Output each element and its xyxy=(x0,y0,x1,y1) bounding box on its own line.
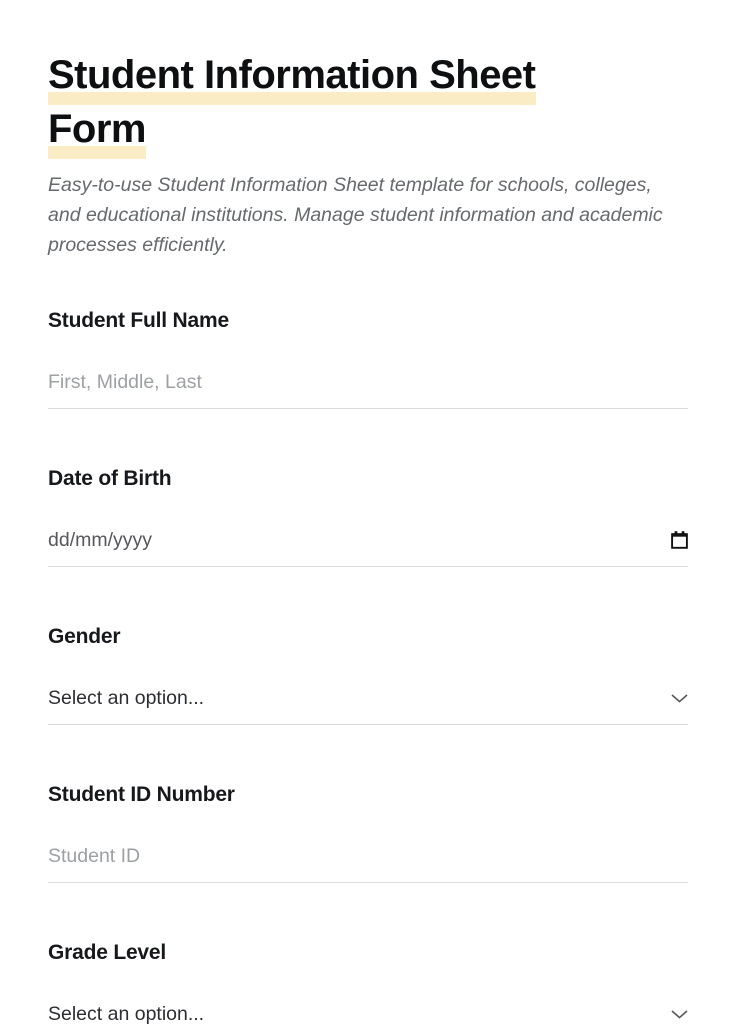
page-title-line-2: Form xyxy=(48,102,146,156)
form-fields xyxy=(48,310,688,1024)
grade-level-select[interactable] xyxy=(48,1004,688,1024)
student-full-name-label: Student Full Name xyxy=(48,309,229,332)
chevron-down-icon xyxy=(671,1010,688,1019)
field-student-full-name xyxy=(48,310,688,409)
page-title-line-1: Student Information Sheet xyxy=(48,48,536,102)
date-of-birth-label: Date of Birth xyxy=(48,467,172,490)
date-of-birth-input[interactable] xyxy=(48,530,659,550)
field-gender xyxy=(48,626,688,725)
calendar-icon[interactable] xyxy=(671,531,688,549)
gender-select-value: Select an option... xyxy=(48,687,205,709)
chevron-down-icon xyxy=(671,694,688,703)
gender-label: Gender xyxy=(48,625,121,648)
grade-level-select-value: Select an option... xyxy=(48,1003,205,1024)
page-title xyxy=(48,48,688,156)
field-student-id-number xyxy=(48,784,688,883)
form-description: Easy-to-use Student Information Sheet template for schools, colleges, and educational institutions. Manage student information and academic processes efficiently. xyxy=(48,174,663,256)
grade-level-label: Grade Level xyxy=(48,941,167,964)
field-grade-level xyxy=(48,942,688,1024)
student-id-number-label: Student ID Number xyxy=(48,783,235,806)
student-id-input[interactable] xyxy=(48,846,688,866)
gender-select[interactable] xyxy=(48,688,688,725)
date-of-birth-control xyxy=(48,530,688,567)
student-full-name-control xyxy=(48,372,688,409)
student-id-control xyxy=(48,846,688,883)
student-full-name-input[interactable] xyxy=(48,372,688,392)
field-date-of-birth xyxy=(48,468,688,567)
